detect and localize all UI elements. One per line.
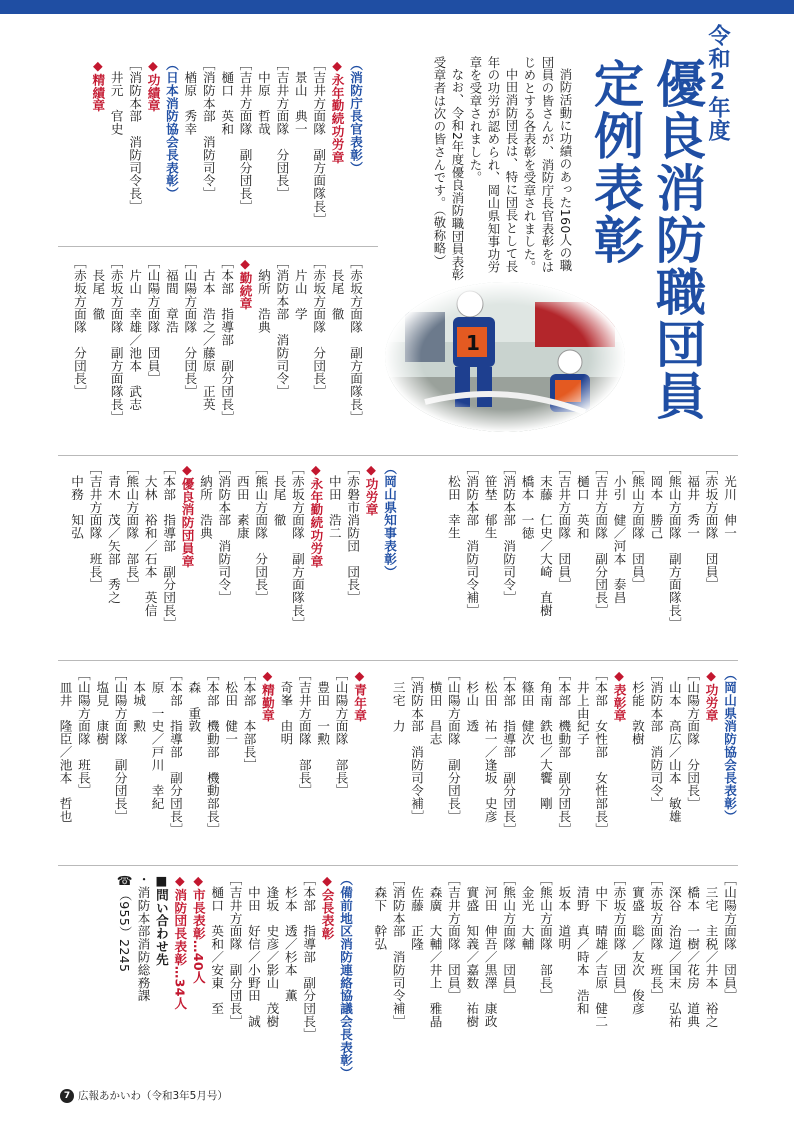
- recipient-line: ［山陽方面隊 班長］: [75, 668, 91, 797]
- recipient-line: 末藤 仁史／大崎 直樹: [537, 462, 553, 617]
- recipient-line: 岡本 勝己: [648, 462, 664, 540]
- recipient-line: 片山 幸雄／池本 武志: [127, 256, 143, 411]
- recipient-line: ［消防本部 消防司令長］: [127, 58, 143, 213]
- recipient-line: 井上由紀子: [574, 668, 590, 746]
- recipient-line: 奇峯 由明: [278, 668, 294, 746]
- recipient-line: ［本部 指導部 副分団長］: [501, 668, 517, 836]
- year-label: 令和2年度: [705, 24, 730, 142]
- recipient-line: ［吉井方面隊 班長］: [87, 462, 103, 591]
- recipient-line: ［本部 女性部 女性部長］: [593, 668, 609, 836]
- recipient-line: 佐藤 正隆: [409, 873, 425, 951]
- recipient-line: ［山陽方面隊 分団長］: [182, 256, 198, 398]
- recipient-line: 小引 健／河本 泰昌: [611, 462, 627, 604]
- award-category-heading: （岡山県知事表彰）: [382, 462, 397, 579]
- medal-heading: ◆永年勤続功労章: [329, 58, 345, 164]
- recipient-line: 角南 鉄也／大饗 剛: [537, 668, 553, 810]
- recipient-line: 西田 素康: [234, 462, 250, 540]
- section-member-list: [370, 873, 738, 1063]
- recipient-line: ［赤坂方面隊 団員］: [611, 873, 627, 1002]
- recipient-line: ［吉井方面隊 分団長］: [274, 58, 290, 200]
- page-title-line-1: 優良消防職団員: [648, 58, 706, 422]
- recipient-line: ［吉井方面隊 団員］: [556, 462, 572, 591]
- recipient-line: ［熊山方面隊 団員］: [629, 462, 645, 591]
- medal-heading: ◆永年勤続功労章: [308, 462, 324, 568]
- recipient-line: 松田 健一: [223, 668, 239, 746]
- recipient-line: 坂本 道明: [556, 873, 572, 951]
- section-continued-list: [418, 462, 738, 652]
- recipient-line: ［消防本部 消防司令］: [501, 462, 517, 604]
- recipient-line: ［山陽方面隊 団員］: [722, 873, 737, 1002]
- recipient-line: ・消防本部消防総務課: [135, 873, 151, 1002]
- section-continued-awards: [58, 256, 364, 446]
- recipient-line: 納所 浩典: [197, 462, 213, 540]
- recipient-line: 中下 晴雄／吉原 健二: [593, 873, 609, 1028]
- recipient-line: ［山陽方面隊 団員］: [145, 256, 161, 385]
- recipient-line: 長尾 徹: [271, 462, 287, 527]
- recipient-line: 森下 幹弘: [372, 873, 388, 951]
- recipient-line: 中田 好信／小野田 誠: [245, 873, 261, 1028]
- recipient-line: 松田 祐一／逢坂 史彦: [482, 668, 498, 823]
- recipient-line: ［消防本部 消防司令補］: [390, 873, 406, 1028]
- award-category-heading: （日本消防協会長表彰）: [163, 58, 179, 200]
- recipient-line: ［消防本部 消防司令補］: [409, 668, 425, 823]
- recipient-line: 杉能 敦樹: [629, 668, 645, 746]
- section-prefecture-association-awards: [380, 668, 738, 858]
- recipient-line: ［消防本部 消防司令］: [648, 668, 664, 810]
- medal-heading: ◆精績章: [90, 58, 106, 112]
- recipient-line: 橋本 一徳: [519, 462, 535, 540]
- recipient-line: ［赤坂方面隊 分団長］: [71, 256, 87, 398]
- recipient-line: 福井 秀一: [685, 462, 701, 540]
- recipient-line: ［赤坂方面隊 分団長］: [311, 256, 327, 398]
- recipient-line: ［吉井方面隊 副分団長］: [237, 58, 253, 213]
- publication-name: 広報あかいわ（令和3年5月号）: [78, 1090, 228, 1102]
- recipient-line: 塩見 康樹: [94, 668, 110, 746]
- recipient-line: ［消防本部 消防司令］: [216, 462, 232, 604]
- medal-heading: ◆勤続章: [237, 256, 253, 310]
- award-category-heading: （消防庁長官表彰）: [348, 58, 363, 175]
- recipient-line: 清野 真／時本 浩和: [574, 873, 590, 1015]
- recipient-line: 豊田 一勲: [315, 668, 331, 746]
- recipient-line: 山本 高広／山本 敏雄: [666, 668, 682, 823]
- page-footer: [60, 1088, 228, 1103]
- recipient-line: 三宅 力: [390, 668, 406, 733]
- page-title-line-2: 定例表彰: [586, 58, 644, 266]
- medal-heading: ◆消防団長表彰…34人: [172, 873, 188, 1010]
- recipient-line: 中田 浩二: [326, 462, 342, 540]
- recipient-line: 長尾 徹: [90, 256, 106, 321]
- recipient-line: ［赤坂方面隊 副方面隊長］: [289, 462, 305, 630]
- recipient-line: ■問い合わせ先: [153, 873, 169, 966]
- recipient-line: 河田 伸吾／黒澤 康政: [482, 873, 498, 1028]
- recipient-line: 納所 浩典: [255, 256, 271, 334]
- section-youth-and-merit-awards: [58, 668, 368, 858]
- section-governor-awards: [58, 462, 398, 652]
- firefighter-drill-photo: [385, 282, 625, 432]
- recipient-line: 森廣 大輔／井上 雅晶: [427, 873, 443, 1028]
- recipient-line: ［本部 指導部 副分団長］: [161, 462, 177, 630]
- intro-text: [378, 56, 574, 284]
- medal-heading: ◆功労章: [363, 462, 379, 516]
- recipient-line: ［山陽方面隊 副分団長］: [112, 668, 128, 823]
- recipient-line: 横田 昌志: [427, 668, 443, 746]
- recipient-line: ［熊山方面隊 分団長］: [253, 462, 269, 604]
- recipient-line: 橋本 一樹／花房 道典: [685, 873, 701, 1028]
- recipient-line: ［消防本部 消防司令］: [274, 256, 290, 398]
- medal-heading: ◆表彰章: [611, 668, 627, 722]
- recipient-line: ［赤坂方面隊 副方面隊長］: [348, 256, 363, 424]
- recipient-line: ［赤坂方面隊 団員］: [703, 462, 719, 591]
- recipient-line: 篠田 健次: [519, 668, 535, 746]
- award-category-heading: （備前地区消防連絡協議会長表彰）: [338, 873, 353, 1080]
- recipient-line: ［熊山方面隊 団員］: [501, 873, 517, 1002]
- recipient-line: 實盛 聡／友次 俊彦: [629, 873, 645, 1015]
- medal-heading: ◆会長表彰: [319, 873, 335, 940]
- recipient-line: 本城 勲: [131, 668, 147, 733]
- recipient-line: 片山 学: [292, 256, 308, 321]
- recipient-line: 樋口 英和／安東 至: [209, 873, 225, 1015]
- recipient-line: ［赤磐市消防団 団長］: [345, 462, 361, 604]
- recipient-line: 古本 浩之／藤原 正英: [200, 256, 216, 411]
- section-fire-agency-awards: [58, 58, 364, 248]
- recipient-line: 樋口 英和: [219, 58, 235, 136]
- medal-heading: ◆優良消防団員章: [179, 462, 195, 568]
- recipient-line: ［熊山方面隊 副方面隊長］: [666, 462, 682, 630]
- medal-heading: ◆市長表彰…40人: [190, 873, 206, 984]
- recipient-line: ［吉井方面隊 団員］: [445, 873, 461, 1002]
- recipient-line: 福間 章浩: [163, 256, 179, 334]
- recipient-line: ［本部 機動部 機動部長］: [204, 668, 220, 836]
- recipient-line: 景山 典一: [292, 58, 308, 136]
- medal-heading: ◆功労章: [703, 668, 719, 722]
- recipient-line: ［熊山方面隊 部長］: [537, 873, 553, 1002]
- recipient-line: ［吉井方面隊 副分団長］: [227, 873, 243, 1028]
- recipient-line: ［消防本部 消防司令］: [200, 58, 216, 200]
- recipient-line: 實盛 知義／嘉数 祐樹: [464, 873, 480, 1028]
- recipient-line: 皿井 隆臣／池本 哲也: [57, 668, 73, 823]
- recipient-line: ［吉井方面隊 副分団長］: [593, 462, 609, 617]
- intro-paragraph: なお、令和2年度優良消防職団員表彰受章者は次の皆さんです。（敬称略）: [432, 56, 465, 282]
- recipient-line: ［本部 機動部 副分団長］: [556, 668, 572, 836]
- intro-paragraph: 中田消防団長は、特に団長として長年の功労が認められ、岡山県知事功労章を受章されました。: [468, 56, 519, 274]
- recipient-line: ［赤坂方面隊 班長］: [648, 873, 664, 1002]
- award-category-heading: （岡山県消防協会長表彰）: [722, 668, 737, 823]
- recipient-line: 長尾 徹: [329, 256, 345, 321]
- recipient-line: ［本部 指導部 副分団長］: [301, 873, 317, 1041]
- recipient-line: 樋口 英和: [574, 462, 590, 540]
- recipient-line: ［本部 指導部 副分団長］: [167, 668, 183, 836]
- recipient-line: 杉本 透／杉本 薫: [282, 873, 298, 1002]
- recipient-line: 深谷 治道／国末 弘祐: [666, 873, 682, 1028]
- medal-heading: ◆精勤章: [259, 668, 275, 722]
- recipient-line: ［山陽方面隊 部長］: [333, 668, 349, 797]
- recipient-line: ［山陽方面隊 分団長］: [685, 668, 701, 810]
- recipient-line: 中原 哲哉: [255, 58, 271, 136]
- recipient-line: ［吉井方面隊 部長］: [296, 668, 312, 797]
- top-color-bar: [0, 0, 794, 14]
- recipient-line: 笹埜 郁生: [482, 462, 498, 540]
- recipient-line: ［熊山方面隊 部長］: [124, 462, 140, 591]
- recipient-line: 光川 伸一: [722, 462, 737, 540]
- recipient-line: ［本部 指導部 副分団長］: [219, 256, 235, 424]
- recipient-line: 杉山 透: [464, 668, 480, 733]
- section-bizen-district-awards: [58, 873, 354, 1080]
- recipient-line: 三宅 主税／井本 裕之: [703, 873, 719, 1028]
- medal-heading: ◆青年章: [352, 668, 367, 722]
- recipient-line: 中務 知弘: [69, 462, 85, 540]
- intro-paragraph: 消防活動に功績のあった160人の職団員の皆さんが、消防庁長官表彰をはじめとする各表彰を受章されました。: [522, 56, 573, 274]
- recipient-line: ［消防本部 消防司令補］: [464, 462, 480, 617]
- recipient-line: ［吉井方面隊 副方面隊長］: [311, 58, 327, 226]
- recipient-line: ［本部 本部長］: [241, 668, 257, 772]
- medal-heading: ◆功績章: [145, 58, 161, 112]
- recipient-line: ［山陽方面隊 副分団長］: [445, 668, 461, 823]
- recipient-line: 青木 茂／矢部 秀之: [105, 462, 121, 604]
- recipient-line: 楢原 秀幸: [182, 58, 198, 136]
- recipient-line: 原 一史／戸川 幸紀: [149, 668, 165, 810]
- recipient-line: 井元 官史: [108, 58, 124, 136]
- recipient-line: ☎（955）2245: [117, 873, 133, 973]
- page-number: 7: [60, 1089, 74, 1103]
- recipient-line: 松田 幸生: [445, 462, 461, 540]
- recipient-line: 金光 大輔: [519, 873, 535, 951]
- recipient-line: 大林 裕和／石本 英信: [142, 462, 158, 617]
- recipient-line: ［赤坂方面隊 副方面隊長］: [108, 256, 124, 424]
- recipient-line: 森 重敦: [186, 668, 202, 733]
- recipient-line: 逢坂 史彦／影山 茂樹: [264, 873, 280, 1028]
